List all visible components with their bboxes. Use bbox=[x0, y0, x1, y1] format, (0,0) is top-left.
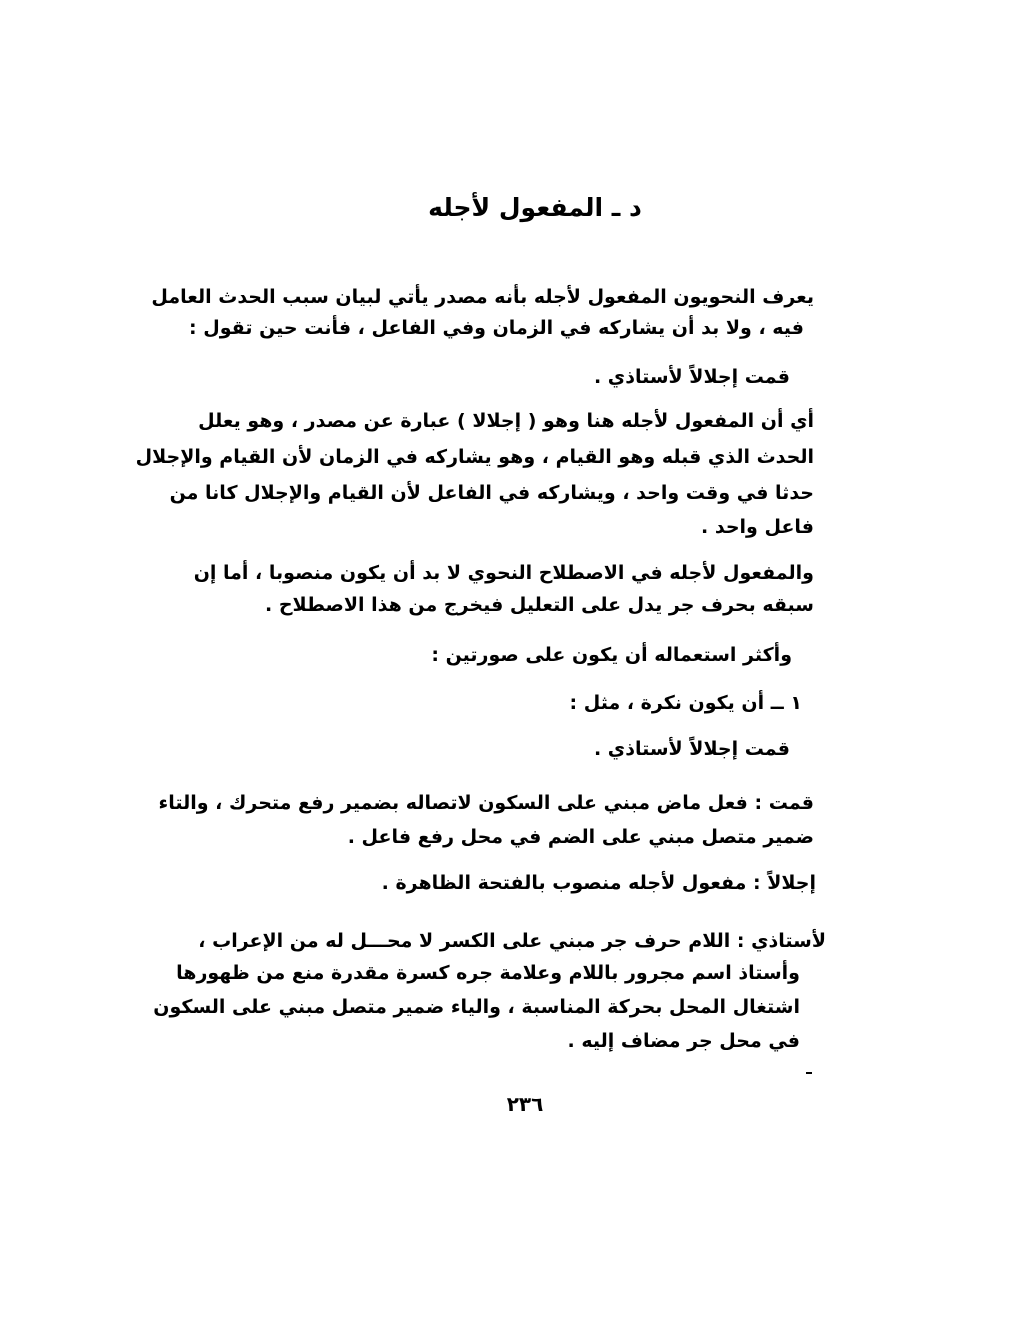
paragraph-rule-line-2: سبقه بحرف جر يدل على التعليل فيخرج من هذا الاصطلاح . bbox=[265, 594, 814, 616]
parse-ustadhi-line-2: وأستاذ اسم مجرور باللام وعلامة جره كسرة مقدرة منع من ظهورها bbox=[176, 962, 800, 984]
parse-ijlalan: إجلالاً : مفعول لأجله منصوب بالفتحة الظاهرة . bbox=[381, 872, 816, 894]
page-number: ٢٣٦ bbox=[506, 1092, 544, 1116]
form-1-heading: ١ ــ أن يكون نكرة ، مثل : bbox=[569, 692, 802, 714]
paragraph-explanation-line-1: أي أن المفعول لأجله هنا وهو ( إجلالا ) عبارة عن مصدر ، وهو يعلل bbox=[198, 410, 814, 432]
paragraph-rule-line-1: والمفعول لأجله في الاصطلاح النحوي لا بد أن يكون منصوبا ، أما إن bbox=[193, 562, 814, 584]
parse-ustadhi-line-3: اشتغال المحل بحركة المناسبة ، والياء ضمير متصل مبني على السكون bbox=[153, 996, 800, 1018]
paragraph-explanation-line-4: فاعل واحد . bbox=[701, 516, 814, 538]
parse-ustadhi-line-1: لأستاذي : اللام حرف جر مبني على الكسر لا محـــل له من الإعراب ، bbox=[198, 930, 826, 952]
paragraph-explanation-line-3: حدثا في وقت واحد ، ويشاركه في الفاعل لأن القيام والإجلال كانا من bbox=[169, 482, 814, 504]
parse-qumtu-line-1: قمت : فعل ماض مبني على السكون لاتصاله بضمير رفع متحرك ، والتاء bbox=[158, 792, 814, 814]
parse-ustadhi-line-4: في محل جر مضاف إليه . bbox=[567, 1030, 800, 1052]
example-sentence-2: قمت إجلالاً لأستاذي . bbox=[593, 738, 790, 760]
stray-mark bbox=[806, 1072, 812, 1074]
paragraph-explanation-line-2: الحدث الذي قبله وهو القيام ، وهو يشاركه في الزمان لأن القيام والإجلال bbox=[135, 446, 814, 468]
paragraph-intro-line-2: فيه ، ولا بد أن يشاركه في الزمان وفي الفاعل ، فأنت حين تقول : bbox=[189, 317, 804, 339]
section-title: د ـ المفعول لأجله bbox=[428, 193, 642, 222]
parse-qumtu-line-2: ضمير متصل مبني على الضم في محل رفع فاعل . bbox=[347, 826, 814, 848]
paragraph-intro-line-1: يعرف النحويون المفعول لأجله بأنه مصدر يأتي لبيان سبب الحدث العامل bbox=[151, 286, 814, 308]
example-sentence-1: قمت إجلالاً لأستاذي . bbox=[593, 366, 790, 388]
forms-intro: وأكثر استعماله أن يكون على صورتين : bbox=[431, 644, 792, 666]
